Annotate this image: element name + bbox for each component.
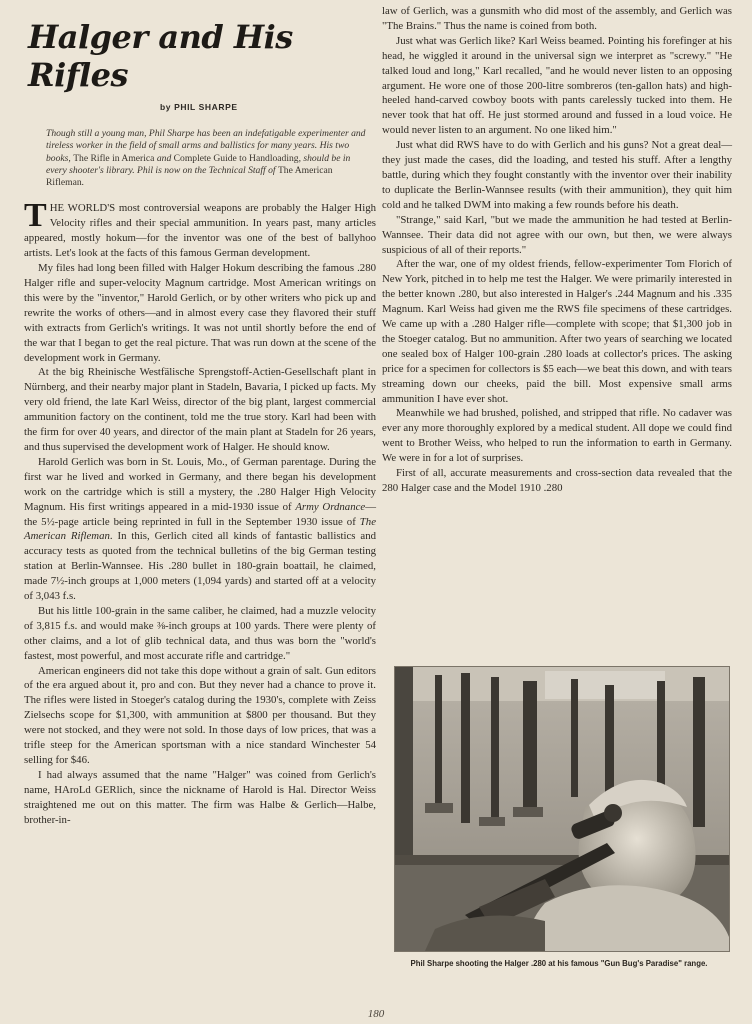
american-rifleman-ref: The American Rifleman [24,515,376,543]
paragraph-5: But his little 100-grain in the same caliber, he claimed, had a muzzle velocity of 3,815 f.s. and would make ⅜-inch groups at 100 yards. There were plenty of other claims, and a lot of glib technical data, and thus was born the "world's fastest, most powerful, and most accurate rifle and cartridge." [24,604,376,662]
photo-caption: Phil Sharpe shooting the Halger .280 at his famous "Gun Bug's Paradise" range. [410,959,708,968]
drop-cap: T [24,197,47,235]
paragraph-9: Just what was Gerlich like? Karl Weiss beamed. Pointing his forefinger at his head, he wiggled it around in the universal sign we interpret as "screwy." "He talked loud and long," Karl recalled, "and he would never listen to an opposing argument. He wore one of those 200-litre sombreros (ten-gallon hats) and high-heeled hand-carved cowboy boots with pants carelessly tucked into them. He never took that hat off. He just stormed around and fussed in a loud voice. He would never listen to an argument. No one liked him." [382,34,732,137]
right-column [382,0,732,496]
army-ordnance-ref: Army Ordnance [295,500,366,513]
page-number: 180 [367,1008,385,1020]
author-intro [46,128,368,189]
article-photo [394,666,730,952]
paragraph-4-text-c: . In this, Gerlich cited all kinds of fantastic ballistics and accuracy tests as quoted from the technical bulletins of the big German testing station at Berlin-Wannsee. His .280 bullet in 180-grain boattail, he claimed, made 7½-inch groups at 1,000 meters (1,094 yards) and started off at a velocity of 3,043 f.s. [24,530,377,603]
paragraph-7: I had always assumed that the name "Halger" was coined from Gerlich's name, HAroLd GERlich, since the nickname of Harold is Hal. Director Weiss straightened me out on this matter. The firm was Halbe & Gerlich—Halbe, brother-in- [24,768,376,826]
paragraph-13: Meanwhile we had brushed, polished, and stripped that rifle. No cadaver was ever any more thoroughly explored by a medical student. All dope we could find went to Brother Weiss, who helped to run the information to earth in Germany. We were in for a lot of surprises. [382,407,732,465]
intro-magazine: The American Rifleman [46,164,333,189]
left-body-text [24,197,377,827]
paragraph-1 [24,197,376,261]
paragraph-14: First of all, accurate measurements and cross-section data revealed that the 280 Halger case and the Model 1910 .280 [382,467,732,494]
left-column [24,0,376,828]
intro-book-1: The Rifle in America [73,152,155,164]
paragraph-12: After the war, one of my oldest friends, fellow-experimenter Tom Florich of New York, pitched in to help me test the Halger. We were primarily interested in the better known .280, but also interested in Halger's .244 Magnum and his .335 Magnum. Karl Weiss had given me the RWS file specimens of these cartridges. We came up with a .280 Halger rifle—complete with scope; that $1,300 job in the Stoeger catalog. But no ammunition. After two years of searching we located one sealed box of Halger 100-grain .280 loads at collector's prices. The asking price for a specimen for collectors is $5 each—we beat this down, and with tears streaming down our cheeks, paid the bill. Most expensive small arms ammunition I have ever shot. [382,258,732,405]
paragraph-11: "Strange," said Karl, "but we made the ammunition he had tested at Berlin-Wannsee. Their data did not agree with our own, but then, we were always suspicious of all of their reports." [382,213,732,256]
paragraph-1-text: HE WORLD'S most controversial weapons are probably the Halger High Velocity rifles and their special ammunition. In years past, many articles appeared, mostly hokum—for the inventor was one of the best of ballyhoo artists. Let's look at the facts of this famous German development. [24,202,376,260]
paragraph-6: American engineers did not take this dope without a grain of salt. Gun editors of the era argued about it, pro and con. But they never had a chance to prove it. The rifles were listed in Stoeger's catalog during the 1930's, complete with Zeiss Zielsechs scope for $1,300, with ammunition at $800 per thousand. But they were not stocked, and they were not sold. In those days of low prices, that was a trifle steep for the American sportsman with a nice standard Winchester 54 selling for $46. [24,664,376,767]
byline: by PHIL SHARPE [160,102,238,112]
intro-book-2: Complete Guide to Handloading [173,152,299,164]
intro-text-a: Though still a young man, Phil Sharpe has been an indefatigable experimenter and tireless worker in the field of small arms and ballistics for many years. His two books, [46,128,366,164]
paragraph-4-text-b: —the 5½-page article being reprinted in full in the September 1930 issue of [24,500,376,528]
right-body-text [382,4,732,496]
paragraph-10: Just what did RWS have to do with Gerlich and his guns? Not a great deal—they just made the cases, did the loading, and tested his stuff. After a lengthy battle, during which they fought constantly with the inventor over their inability to duplicate the Berlin-Wannsee results (with their ammunition), they quit him cold and he talked DWM into making a few rounds before his death. [382,139,732,211]
article-title: Halger and His Rifles [28,18,293,94]
intro-text-b: and [154,152,174,164]
paragraph-2: My files had long been filled with Halger Hokum describing the famous .280 Halger rifle and super-velocity Magnum cartridge. Most American writings on this were by the "inventor," Harold Gerlich, or by other writers who pick up and rewrite the works of others—and in almost every case they flavored their stuff with extracts from Gerlich's writings. It was not until shortly before the end of the war that I began to get the real picture. That was run down at the scene of the development work in Germany. [24,262,376,364]
intro-text-d: . [81,177,85,189]
paragraph-8: law of Gerlich, was a gunsmith who did most of the assembly, and Gerlich was "The Brains." Thus the name is coined from both. [382,5,732,32]
paragraph-4 [24,455,376,604]
paragraph-4-text-a: Harold Gerlich was born in St. Louis, Mo., of German parentage. During the first war he lived and worked in Germany, and there began his development work on the cartridge which is still a mystery, the .280 Halger High Velocity Magnum. His first writings appeared in a mid-1930 issue of [24,455,376,513]
shooting-range-photo [395,667,729,951]
intro-text-c: , should be in every shooter's library. Phil is now on the Technical Staff of [46,152,351,176]
paragraph-3: At the big Rheinische Westfälische Sprengstoff-Actien-Gesellschaft plant in Nürnberg, and their nearby major plant in Stadeln, Bavaria, I picked up facts. My very old friend, the late Karl Weiss, director of the big plant, largest commercial ammunition factory on the continent, told me the true story. Karl had been with the firm for over 40 years, and director of the main plant at Stadeln for 26 years, and thus supervised the development work of Halger. He should know. [24,366,376,453]
